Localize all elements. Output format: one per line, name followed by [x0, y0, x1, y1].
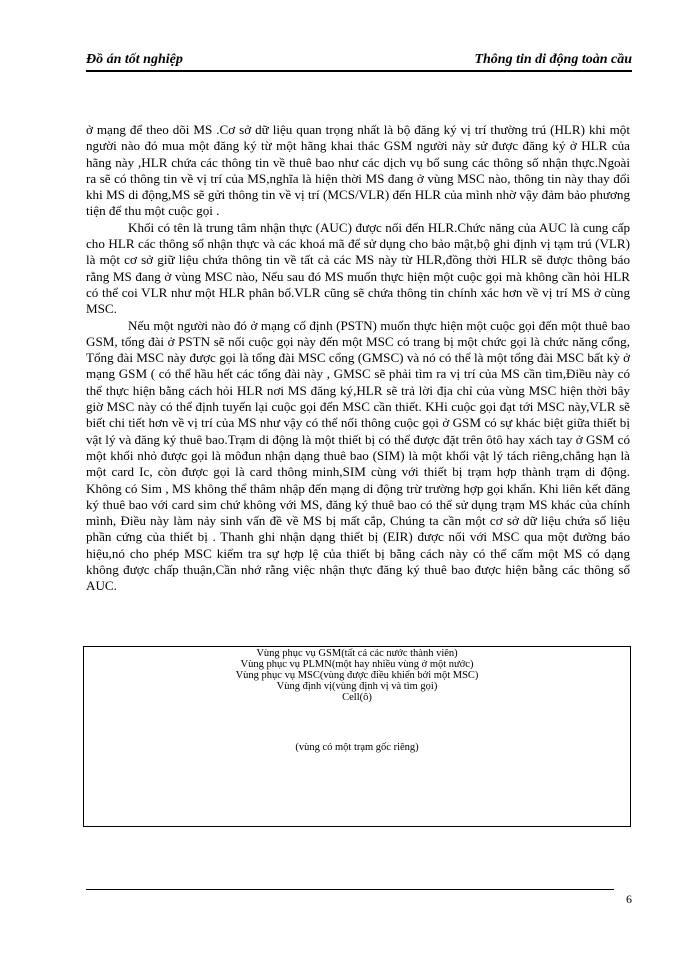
service-area-diagram — [83, 646, 631, 827]
chapter-title: Thông tin di động toàn cầu — [474, 52, 632, 67]
zone-plmn-label: Vùng phục vụ PLMN(một hay nhiều vùng ở một nước) — [240, 659, 474, 670]
page-number: 6 — [626, 892, 632, 906]
zone-location-label: Vùng định vị(vùng định vị và tìm gọi) — [276, 681, 438, 692]
cell-note: (vùng có một trạm gốc riêng) — [295, 742, 419, 753]
document-title: Đồ án tốt nghiệp — [86, 52, 183, 67]
zone-cell-label: Cell(ô) — [342, 692, 372, 703]
header-divider — [86, 70, 632, 72]
zone-msc-label: Vùng phục vụ MSC(vùng được điều khiển bởi một MSC) — [235, 670, 479, 681]
body-text — [86, 122, 630, 595]
page-header — [86, 52, 632, 70]
paragraph-3: Nếu một người nào đó ở mạng cố định (PSTN) muốn thực hiện một cuộc gọi đến một thuê bao GSM, tổng đài ở PSTN sẽ nối cuộc gọi này đến một MSC có trang bị một chức gọi là chức năng cổng, Tổng đài MSC này được gọi là tổng đài MSC cổng (GMSC) và nó có thể là một tổng đài MSC bất kỳ ở mạng GSM ( có thể hầu hết các tổng đài này , GMSC sẽ phải tìm ra vị trí của MS cần tìm,Điều này có thể thực hiện bằng cách hỏi HLR nơi MS đăng ký,HLR sẽ trả lời địa chỉ của vùng MSC hiện thời bây giờ MSC này có thể định tuyến lại cuộc gọi đến MSC cần thiết. KHi cuộc gọi đạt tới MSC này,VLR sẽ biết chi tiết hơn về vị trí của MS như vậy có thể nối thông cuộc gọi ở GSM có sự khác biệt giữa thiết bị vật lý và đăng ký thuê bao.Trạm di động là một thiết bị có thể được đặt trên ôtô hay xách tay ở GSM có một khối nhỏ được gọi là môđun nhận dạng thuê bao (SIM) là một khối vật lý tách riêng,chẳng hạn là một card Ic, còn được gọi là card thông minh,SIM cùng với thiết bị trạm hợp thành trạm di động. Không có Sim , MS không thể thâm nhập đến mạng di động trừ trường hợp gọi khẩn. Khi liên kết đăng ký thuê bao với card sim chứ không với MS, đăng ký thuê bao có thể sử dụng trạm MS khác của chính mình, Điều này làm nảy sinh vấn đề về MS bị mất cắp, Chúng ta cần một cơ sở dữ liệu chứa số liệu phần cứng của thiết bị . Thanh ghi nhận dạng thiết bị (EIR) được nối với MSC qua một đường báo hiệu,nó cho phép MSC kiểm tra sự hợp lệ của thiết bị bằng cách này có thể cấm một MS có dạng không được chấp thuận,Cần nhớ rằng việc nhận thực đăng ký thuê bao được hiện bằng các thông số AUC. — [86, 317, 630, 594]
paragraph-1: ở mạng để theo dõi MS .Cơ sở dữ liệu quan trọng nhất là bộ đăng ký vị trí thường trú (HLR) khi một người nào đó mua một đăng ký từ một hãng khai thác GSM người này sử được đăng ký ở HLR của hãng này ,HLR chứa các thông tin về thuê bao như các dịch vụ bổ sung các thông số nhận thực.Ngoài ra sẽ có thông tin về vị trí của MS,nghĩa là hiện thời MS đang ở vùng MSC nào, thông tin này thay đổi khi MS di động,MS sẽ gửi thông tin về vị trí (MCS/VLR) đến HLR của mình nhờ vậy đảm bảo phương tiện để thu một cuộc gọi . — [86, 122, 630, 219]
zone-gsm-label: Vùng phục vụ GSM(tất cả các nước thành viên) — [256, 648, 458, 659]
paragraph-2: Khối có tên là trung tâm nhận thực (AUC) được nối đến HLR.Chức năng của AUC là cung cấp cho HLR các thông số nhận thực và các khoá mã để sử dụng cho bảo mật,bộ ghi định vị tạm trú (VLR) là một cơ sở giữ liệu chứa thông tin về tất cả các MS này từ HLR,đồng thời HLR sẽ được thông báo rằng MS đang ở vùng MSC nào, Nếu sau đó MS muốn thực hiện một cuộc gọi mà không cần hỏi HLR có thể coi VLR như một HLR phân bố.VLR cũng sẽ chứa thông tin chính xác hơn về vị trí MS ở cùng MSC. — [86, 219, 630, 317]
footer-divider — [86, 889, 614, 890]
